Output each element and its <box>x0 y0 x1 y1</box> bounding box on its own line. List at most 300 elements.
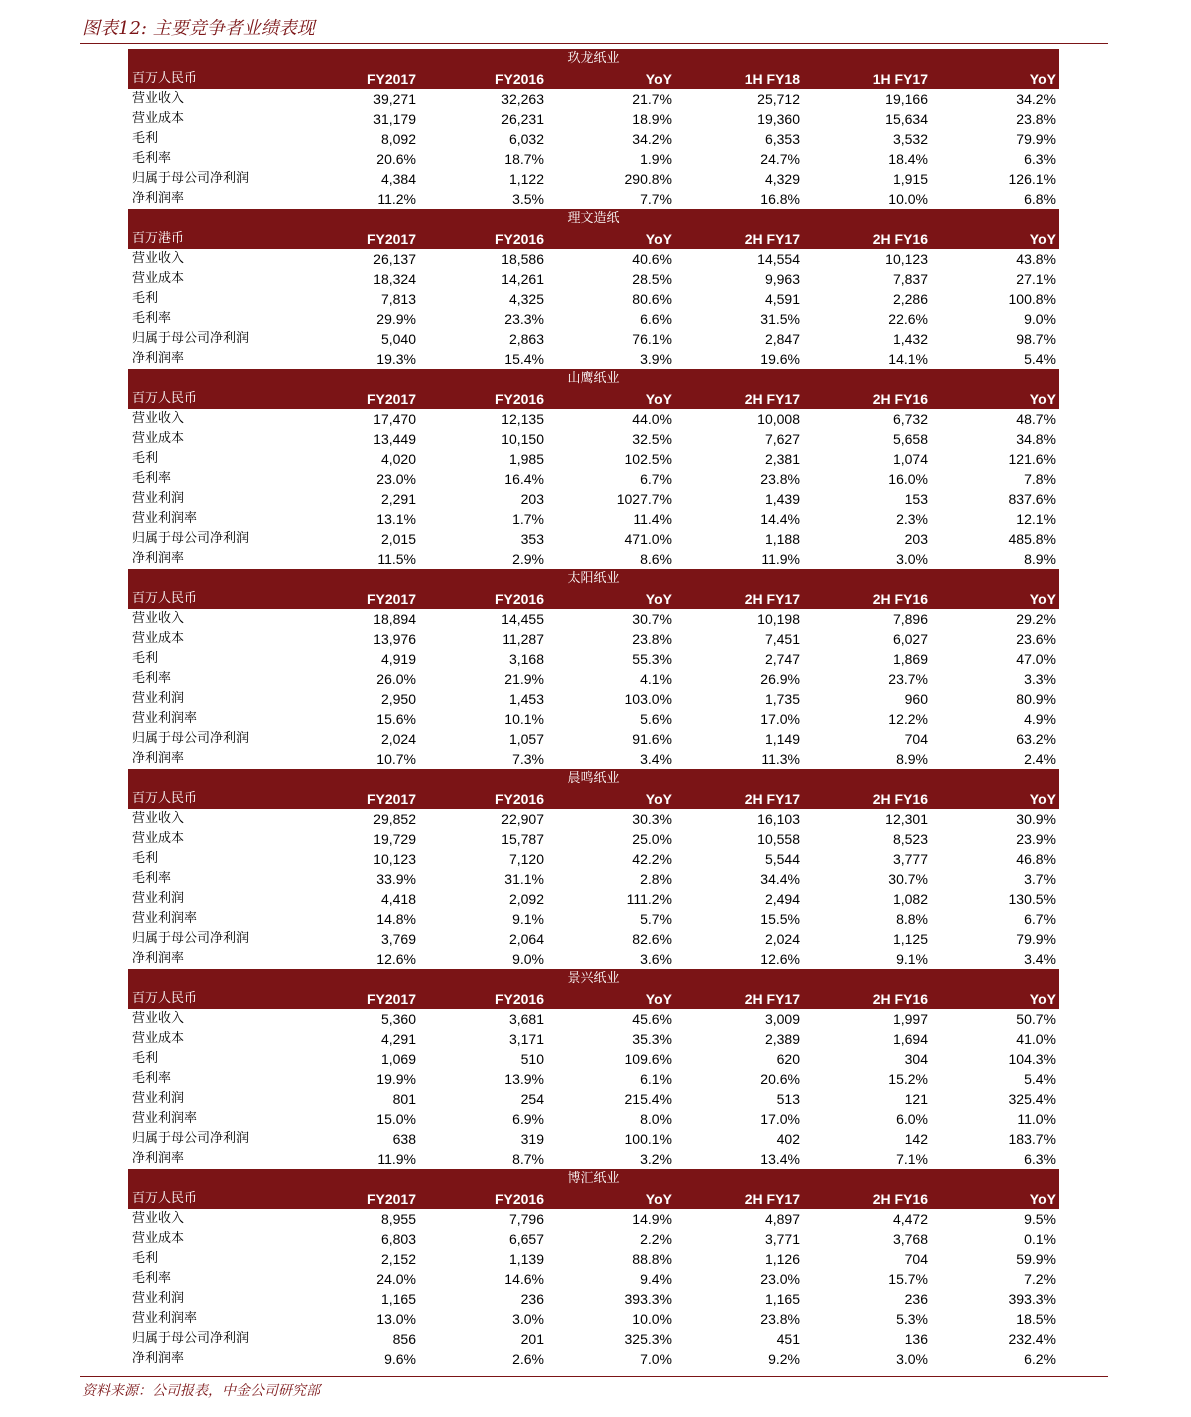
column-header: FY2016 <box>494 231 544 247</box>
currency-unit-header: 百万人民币 <box>132 391 198 406</box>
table-cell: 8.9% <box>896 751 928 767</box>
table-cell: 7.3% <box>512 751 544 767</box>
table-cell: 3,681 <box>508 1011 544 1027</box>
table-cell: 26.9% <box>760 671 800 687</box>
table-row <box>128 1289 1059 1309</box>
table-cell: 14.9% <box>632 1211 672 1227</box>
table-cell: 15.5% <box>760 911 800 927</box>
row-label: 营业利润率 <box>132 511 198 526</box>
table-cell: 6,732 <box>892 411 928 427</box>
table-row <box>128 1269 1059 1289</box>
table-cell: 7,796 <box>508 1211 544 1227</box>
column-header: 2H FY17 <box>744 591 800 607</box>
table-cell: 25,712 <box>757 91 800 107</box>
table-cell: 8,955 <box>380 1211 416 1227</box>
table-cell: 9.0% <box>1024 311 1056 327</box>
company-name-band: 山鹰纸业 <box>128 369 1059 389</box>
table-cell: 34.2% <box>632 131 672 147</box>
row-label: 毛利 <box>132 1051 159 1066</box>
table-cell: 17.0% <box>760 711 800 727</box>
table-cell: 16.0% <box>888 471 928 487</box>
table-row <box>128 1349 1059 1369</box>
table-cell: 19,166 <box>885 91 928 107</box>
table-cell: 11.2% <box>377 191 416 207</box>
table-cell: 6.3% <box>1024 151 1056 167</box>
row-label: 净利润率 <box>132 551 185 566</box>
table-cell: 80.9% <box>1016 691 1056 707</box>
column-header: 2H FY16 <box>872 791 928 807</box>
row-label: 营业收入 <box>132 411 185 426</box>
table-cell: 6.1% <box>640 1071 672 1087</box>
table-cell: 14,455 <box>501 611 544 627</box>
table-cell: 19,729 <box>373 831 416 847</box>
table-cell: 5.3% <box>896 1311 928 1327</box>
table-row <box>128 709 1059 729</box>
table-cell: 23.8% <box>1016 111 1056 127</box>
table-cell: 2,747 <box>764 651 800 667</box>
table-cell: 3.5% <box>512 191 544 207</box>
table-cell: 12.6% <box>376 951 416 967</box>
company-name-band: 理文造纸 <box>128 209 1059 229</box>
table-cell: 14,554 <box>757 251 800 267</box>
row-label: 毛利 <box>132 291 159 306</box>
row-label: 归属于母公司净利润 <box>132 171 250 186</box>
table-cell: 3.6% <box>640 951 672 967</box>
table-cell: 21.9% <box>504 671 544 687</box>
table-cell: 109.6% <box>624 1051 672 1067</box>
row-label: 营业收入 <box>132 1011 185 1026</box>
table-cell: 8,092 <box>380 131 416 147</box>
table-cell: 7,896 <box>892 611 928 627</box>
table-cell: 393.3% <box>1008 1291 1056 1307</box>
table-row <box>128 1009 1059 1029</box>
table-cell: 5.4% <box>1024 351 1056 367</box>
row-label: 毛利率 <box>132 151 172 166</box>
column-header: 2H FY17 <box>744 1191 800 1207</box>
table-cell: 13.1% <box>376 511 416 527</box>
row-label: 营业利润率 <box>132 711 198 726</box>
table-cell: 13,976 <box>373 631 416 647</box>
table-cell: 121 <box>904 1091 928 1107</box>
table-cell: 1,082 <box>892 891 928 907</box>
row-label: 营业利润 <box>132 891 185 906</box>
table-row <box>128 1329 1059 1349</box>
table-cell: 704 <box>904 1251 928 1267</box>
table-cell: 23.8% <box>632 631 672 647</box>
table-cell: 80.6% <box>632 291 672 307</box>
table-cell: 6.3% <box>1024 1151 1056 1167</box>
table-cell: 638 <box>392 1131 416 1147</box>
table-cell: 13.4% <box>760 1151 800 1167</box>
table-cell: 1,735 <box>764 691 800 707</box>
table-cell: 9,963 <box>764 271 800 287</box>
column-header: YoY <box>1029 791 1056 807</box>
table-cell: 18.4% <box>888 151 928 167</box>
column-header: YoY <box>645 791 672 807</box>
table-row <box>128 1069 1059 1089</box>
column-header: 2H FY16 <box>872 1191 928 1207</box>
table-cell: 3,771 <box>764 1231 800 1247</box>
column-header: YoY <box>645 1191 672 1207</box>
table-cell: 24.0% <box>376 1271 416 1287</box>
row-label: 毛利 <box>132 131 159 146</box>
table-cell: 32,263 <box>501 91 544 107</box>
table-cell: 9.1% <box>896 951 928 967</box>
table-cell: 620 <box>776 1051 800 1067</box>
table-cell: 29.2% <box>1016 611 1056 627</box>
table-row <box>128 669 1059 689</box>
table-cell: 29.9% <box>376 311 416 327</box>
column-header: FY2017 <box>366 791 416 807</box>
table-cell: 2,494 <box>764 891 800 907</box>
row-label: 归属于母公司净利润 <box>132 1331 250 1346</box>
table-cell: 704 <box>904 731 928 747</box>
row-label: 营业利润 <box>132 491 185 506</box>
table-cell: 402 <box>776 1131 800 1147</box>
table-header-row <box>128 1189 1059 1209</box>
table-cell: 7.0% <box>640 1351 672 1367</box>
table-header-row <box>128 989 1059 1009</box>
row-label: 毛利 <box>132 451 159 466</box>
table-cell: 6.8% <box>1024 191 1056 207</box>
table-row <box>128 349 1059 369</box>
table-cell: 319 <box>520 1131 544 1147</box>
table-cell: 18.9% <box>632 111 672 127</box>
table-cell: 1,188 <box>764 531 800 547</box>
table-cell: 47.0% <box>1016 651 1056 667</box>
table-cell: 14.8% <box>376 911 416 927</box>
row-label: 营业收入 <box>132 91 185 106</box>
table-cell: 203 <box>520 491 544 507</box>
table-cell: 34.2% <box>1016 91 1056 107</box>
table-cell: 104.3% <box>1008 1051 1056 1067</box>
table-header-row <box>128 389 1059 409</box>
column-header: FY2017 <box>366 1191 416 1207</box>
table-cell: 26,231 <box>501 111 544 127</box>
column-header: YoY <box>645 591 672 607</box>
table-cell: 25.0% <box>632 831 672 847</box>
table-cell: 290.8% <box>624 171 672 187</box>
currency-unit-header: 百万人民币 <box>132 791 198 806</box>
table-cell: 451 <box>776 1331 800 1347</box>
table-cell: 7,813 <box>380 291 416 307</box>
table-row <box>128 929 1059 949</box>
row-label: 归属于母公司净利润 <box>132 531 250 546</box>
table-cell: 485.8% <box>1008 531 1056 547</box>
table-cell: 8.0% <box>640 1111 672 1127</box>
table-cell: 6.2% <box>1024 1351 1056 1367</box>
column-header: 2H FY17 <box>744 231 800 247</box>
table-cell: 4,418 <box>380 891 416 907</box>
table-row <box>128 1229 1059 1249</box>
table-cell: 5,040 <box>380 331 416 347</box>
table-cell: 7,120 <box>508 851 544 867</box>
column-header: 2H FY17 <box>744 791 800 807</box>
table-row <box>128 1149 1059 1169</box>
table-row <box>128 629 1059 649</box>
row-label: 营业利润率 <box>132 1311 198 1326</box>
table-cell: 9.4% <box>640 1271 672 1287</box>
table-cell: 960 <box>904 691 928 707</box>
table-cell: 45.6% <box>632 1011 672 1027</box>
company-table <box>128 569 1059 769</box>
table-cell: 203 <box>904 531 928 547</box>
table-cell: 6,027 <box>892 631 928 647</box>
table-row <box>128 809 1059 829</box>
figure-title: 图表12: 主要竞争者业绩表现 <box>82 18 315 39</box>
table-cell: 79.9% <box>1016 131 1056 147</box>
table-cell: 393.3% <box>624 1291 672 1307</box>
table-row <box>128 909 1059 929</box>
table-row <box>128 869 1059 889</box>
table-cell: 23.9% <box>1016 831 1056 847</box>
table-cell: 2.8% <box>640 871 672 887</box>
table-cell: 11.3% <box>761 751 800 767</box>
competitor-tables <box>128 49 1059 1369</box>
table-cell: 22,907 <box>501 811 544 827</box>
table-cell: 18.7% <box>504 151 544 167</box>
column-header: 1H FY18 <box>744 71 800 87</box>
table-cell: 12.2% <box>888 711 928 727</box>
table-cell: 232.4% <box>1008 1331 1056 1347</box>
row-label: 净利润率 <box>132 751 185 766</box>
row-label: 净利润率 <box>132 351 185 366</box>
table-cell: 183.7% <box>1008 1131 1056 1147</box>
table-cell: 23.8% <box>760 471 800 487</box>
row-label: 净利润率 <box>132 1351 185 1366</box>
table-cell: 88.8% <box>632 1251 672 1267</box>
table-cell: 9.0% <box>512 951 544 967</box>
table-cell: 130.5% <box>1008 891 1056 907</box>
table-cell: 30.7% <box>632 611 672 627</box>
table-cell: 3,171 <box>508 1031 544 1047</box>
table-row <box>128 749 1059 769</box>
row-label: 归属于母公司净利润 <box>132 331 250 346</box>
column-header: 2H FY16 <box>872 591 928 607</box>
column-header: YoY <box>645 71 672 87</box>
table-cell: 10,008 <box>757 411 800 427</box>
table-row <box>128 729 1059 749</box>
column-header: YoY <box>1029 231 1056 247</box>
table-cell: 8,523 <box>892 831 928 847</box>
currency-unit-header: 百万港币 <box>132 231 185 246</box>
table-row <box>128 109 1059 129</box>
table-cell: 2,024 <box>764 931 800 947</box>
table-cell: 15.6% <box>376 711 416 727</box>
table-cell: 2,863 <box>508 331 544 347</box>
table-cell: 513 <box>776 1091 800 1107</box>
table-cell: 9.2% <box>768 1351 800 1367</box>
column-header: YoY <box>645 991 672 1007</box>
row-label: 毛利率 <box>132 1271 172 1286</box>
table-cell: 10,123 <box>373 851 416 867</box>
table-cell: 1,869 <box>892 651 928 667</box>
column-header: FY2017 <box>366 991 416 1007</box>
table-cell: 16,103 <box>757 811 800 827</box>
currency-unit-header: 百万人民币 <box>132 71 198 86</box>
table-cell: 22.6% <box>888 311 928 327</box>
row-label: 营业利润 <box>132 1091 185 1106</box>
table-cell: 17,470 <box>373 411 416 427</box>
table-cell: 2,950 <box>380 691 416 707</box>
table-cell: 14,261 <box>501 271 544 287</box>
table-cell: 2.9% <box>512 551 544 567</box>
table-cell: 3,532 <box>892 131 928 147</box>
company-name-band: 玖龙纸业 <box>128 49 1059 69</box>
table-cell: 1.7% <box>512 511 544 527</box>
table-cell: 1027.7% <box>616 491 672 507</box>
column-header: FY2016 <box>494 391 544 407</box>
table-cell: 33.9% <box>376 871 416 887</box>
bottom-rule <box>80 1376 1108 1377</box>
row-label: 营业成本 <box>132 1231 185 1246</box>
table-cell: 2.2% <box>640 1231 672 1247</box>
row-label: 营业成本 <box>132 831 185 846</box>
column-header: YoY <box>645 391 672 407</box>
table-cell: 4,325 <box>508 291 544 307</box>
table-cell: 1,432 <box>892 331 928 347</box>
table-cell: 3,769 <box>380 931 416 947</box>
row-label: 营业收入 <box>132 611 185 626</box>
table-cell: 7.1% <box>896 1151 928 1167</box>
table-cell: 1,149 <box>764 731 800 747</box>
column-header: FY2016 <box>494 791 544 807</box>
company-name-band: 太阳纸业 <box>128 569 1059 589</box>
column-header: FY2016 <box>494 991 544 1007</box>
table-cell: 8.8% <box>896 911 928 927</box>
table-cell: 15.4% <box>504 351 544 367</box>
table-cell: 26,137 <box>373 251 416 267</box>
table-cell: 801 <box>392 1091 416 1107</box>
table-cell: 14.1% <box>888 351 928 367</box>
table-cell: 18,586 <box>501 251 544 267</box>
table-cell: 126.1% <box>1008 171 1056 187</box>
table-cell: 1,057 <box>508 731 544 747</box>
table-row <box>128 329 1059 349</box>
table-cell: 23.0% <box>760 1271 800 1287</box>
table-cell: 18,324 <box>373 271 416 287</box>
table-cell: 1,069 <box>380 1051 416 1067</box>
table-cell: 19.3% <box>376 351 416 367</box>
table-cell: 79.9% <box>1016 931 1056 947</box>
table-cell: 8.9% <box>1024 551 1056 567</box>
company-table <box>128 769 1059 969</box>
table-cell: 2,024 <box>380 731 416 747</box>
table-cell: 10.7% <box>376 751 416 767</box>
table-cell: 42.2% <box>632 851 672 867</box>
table-cell: 2.6% <box>512 1351 544 1367</box>
table-row <box>128 269 1059 289</box>
table-cell: 3,768 <box>892 1231 928 1247</box>
table-cell: 1,985 <box>508 451 544 467</box>
table-cell: 76.1% <box>632 331 672 347</box>
table-cell: 1,126 <box>764 1251 800 1267</box>
table-row <box>128 149 1059 169</box>
table-cell: 4.9% <box>1024 711 1056 727</box>
row-label: 营业收入 <box>132 251 185 266</box>
table-cell: 31,179 <box>373 111 416 127</box>
company-table <box>128 369 1059 569</box>
column-header: FY2016 <box>494 591 544 607</box>
table-cell: 100.1% <box>624 1131 672 1147</box>
table-cell: 103.0% <box>624 691 672 707</box>
table-cell: 28.5% <box>632 271 672 287</box>
table-row <box>128 309 1059 329</box>
table-cell: 9.1% <box>512 911 544 927</box>
table-cell: 6,803 <box>380 1231 416 1247</box>
table-cell: 5,658 <box>892 431 928 447</box>
table-row <box>128 1049 1059 1069</box>
table-cell: 136 <box>904 1331 928 1347</box>
table-cell: 16.4% <box>504 471 544 487</box>
table-cell: 3.9% <box>640 351 672 367</box>
column-header: 2H FY16 <box>872 391 928 407</box>
table-cell: 121.6% <box>1008 451 1056 467</box>
table-cell: 2.3% <box>896 511 928 527</box>
table-cell: 19,360 <box>757 111 800 127</box>
table-cell: 4,897 <box>764 1211 800 1227</box>
table-cell: 10.0% <box>632 1311 672 1327</box>
table-row <box>128 1109 1059 1129</box>
table-cell: 18,894 <box>373 611 416 627</box>
table-cell: 353 <box>520 531 544 547</box>
table-cell: 12,301 <box>885 811 928 827</box>
table-cell: 23.7% <box>888 671 928 687</box>
table-cell: 201 <box>520 1331 544 1347</box>
table-cell: 35.3% <box>632 1031 672 1047</box>
table-cell: 102.5% <box>624 451 672 467</box>
table-cell: 2.4% <box>1024 751 1056 767</box>
table-cell: 48.7% <box>1016 411 1056 427</box>
table-cell: 1,165 <box>380 1291 416 1307</box>
table-row <box>128 1309 1059 1329</box>
table-header-row <box>128 589 1059 609</box>
table-cell: 100.8% <box>1008 291 1056 307</box>
table-cell: 1,165 <box>764 1291 800 1307</box>
table-row <box>128 549 1059 569</box>
row-label: 毛利 <box>132 651 159 666</box>
table-cell: 46.8% <box>1016 851 1056 867</box>
table-cell: 3.0% <box>896 551 928 567</box>
table-cell: 304 <box>904 1051 928 1067</box>
row-label: 营业利润 <box>132 691 185 706</box>
table-cell: 7.7% <box>640 191 672 207</box>
table-cell: 11,287 <box>502 631 544 647</box>
table-row <box>128 649 1059 669</box>
row-label: 毛利率 <box>132 871 172 886</box>
row-label: 净利润率 <box>132 1151 185 1166</box>
table-cell: 10.1% <box>504 711 544 727</box>
table-row <box>128 429 1059 449</box>
currency-unit-header: 百万人民币 <box>132 1191 198 1206</box>
table-row <box>128 1029 1059 1049</box>
table-cell: 6.7% <box>1024 911 1056 927</box>
table-row <box>128 129 1059 149</box>
table-cell: 7,627 <box>764 431 800 447</box>
table-row <box>128 169 1059 189</box>
table-cell: 4.1% <box>640 671 672 687</box>
table-cell: 856 <box>392 1331 416 1347</box>
table-cell: 2,291 <box>380 491 416 507</box>
row-label: 净利润率 <box>132 191 185 206</box>
table-cell: 4,291 <box>380 1031 416 1047</box>
table-cell: 4,919 <box>380 651 416 667</box>
table-cell: 18.5% <box>1016 1311 1056 1327</box>
table-cell: 6.0% <box>896 1111 928 1127</box>
company-name-band: 晨鸣纸业 <box>128 769 1059 789</box>
table-cell: 3.0% <box>512 1311 544 1327</box>
table-cell: 27.1% <box>1016 271 1056 287</box>
